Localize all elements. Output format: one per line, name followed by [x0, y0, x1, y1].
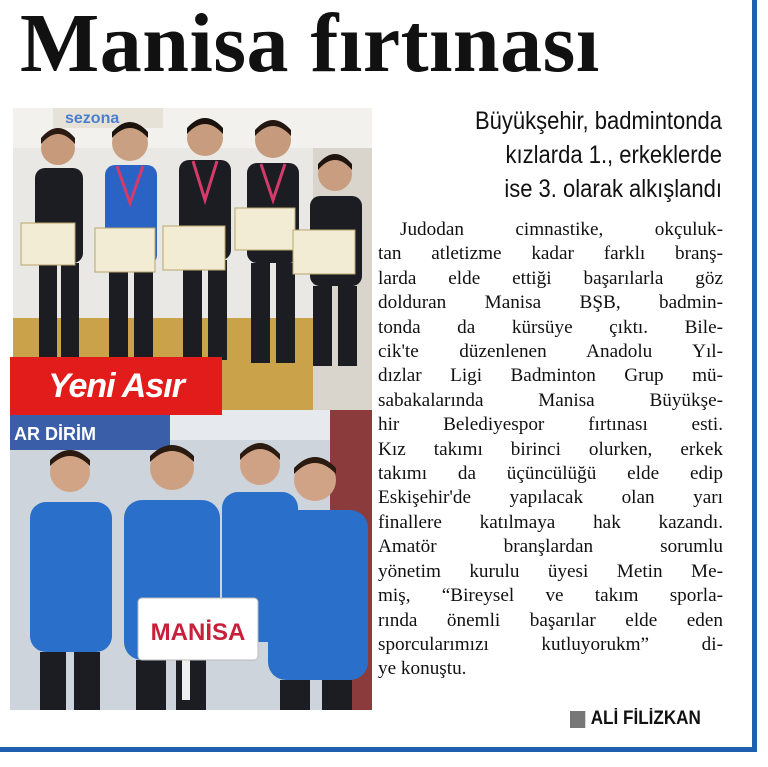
byline-author: ALİ FİLİZKAN: [590, 708, 701, 729]
body-line: dızlar Ligi Badminton Grup mü-: [378, 365, 723, 387]
body-line: cik'te düzenlenen Anadolu Yıl-: [378, 341, 723, 363]
subhead-line: Büyükşehir, badmintonda: [474, 107, 722, 135]
byline: [570, 707, 701, 731]
headline: Manisa fırtınası: [20, 0, 600, 90]
page-frame-right: [752, 0, 757, 752]
body-line: yönetim kurulu üyesi Metin Me-: [378, 560, 723, 582]
team-photo: [10, 410, 372, 710]
body-line: Judodan cimnastike, okçuluk-: [400, 219, 723, 240]
photo-top-banner-text: sezona: [65, 110, 120, 127]
article-body: [378, 218, 723, 682]
body-line: hir Belediyespor fırtınası esti.: [378, 414, 723, 436]
body-line: dolduran Manisa BŞB, badmin-: [378, 292, 723, 314]
manisa-sign-text: MANİSA: [150, 619, 246, 646]
subhead-line: kızlarda 1., erkeklerde: [505, 141, 722, 169]
page-frame-bottom: [0, 747, 757, 752]
subheadline: [414, 104, 722, 206]
body-line: sabakalarında Manisa Büyükşe-: [378, 389, 723, 411]
body-line: ye konuştu.: [378, 658, 467, 680]
yeni-asir-logo: [10, 357, 222, 415]
body-line: tan atletizme kadar farklı branş-: [378, 243, 723, 265]
subhead-line: ise 3. olarak alkışlandı: [504, 175, 722, 203]
body-line: Kız takımı birinci olurken, erkek: [378, 438, 723, 460]
photo-bottom-banner-text: AR DİRİM: [14, 424, 96, 444]
body-line: Eskişehir'de yapılacak olan yarı: [378, 487, 723, 509]
body-line: finallere katılmaya hak kazandı.: [378, 511, 723, 533]
body-line: miş, “Bireysel ve takım sporla-: [378, 585, 723, 607]
body-line: rında önemli başarılar elde eden: [378, 609, 723, 631]
team-illustration: [10, 410, 372, 710]
body-line: sporcularımızı kutluyorukm” di-: [378, 633, 723, 655]
body-line: larda elde ettiği başarılarla göz: [378, 267, 723, 289]
body-line: tonda da kürsüye çıktı. Bile-: [378, 316, 723, 338]
body-line: takımı da üçüncülüğü elde edip: [378, 463, 723, 485]
body-line: Amatör branşlardan sorumlu: [378, 536, 723, 558]
byline-square-icon: [570, 711, 585, 728]
logo-text: Yeni Asır: [48, 366, 184, 405]
